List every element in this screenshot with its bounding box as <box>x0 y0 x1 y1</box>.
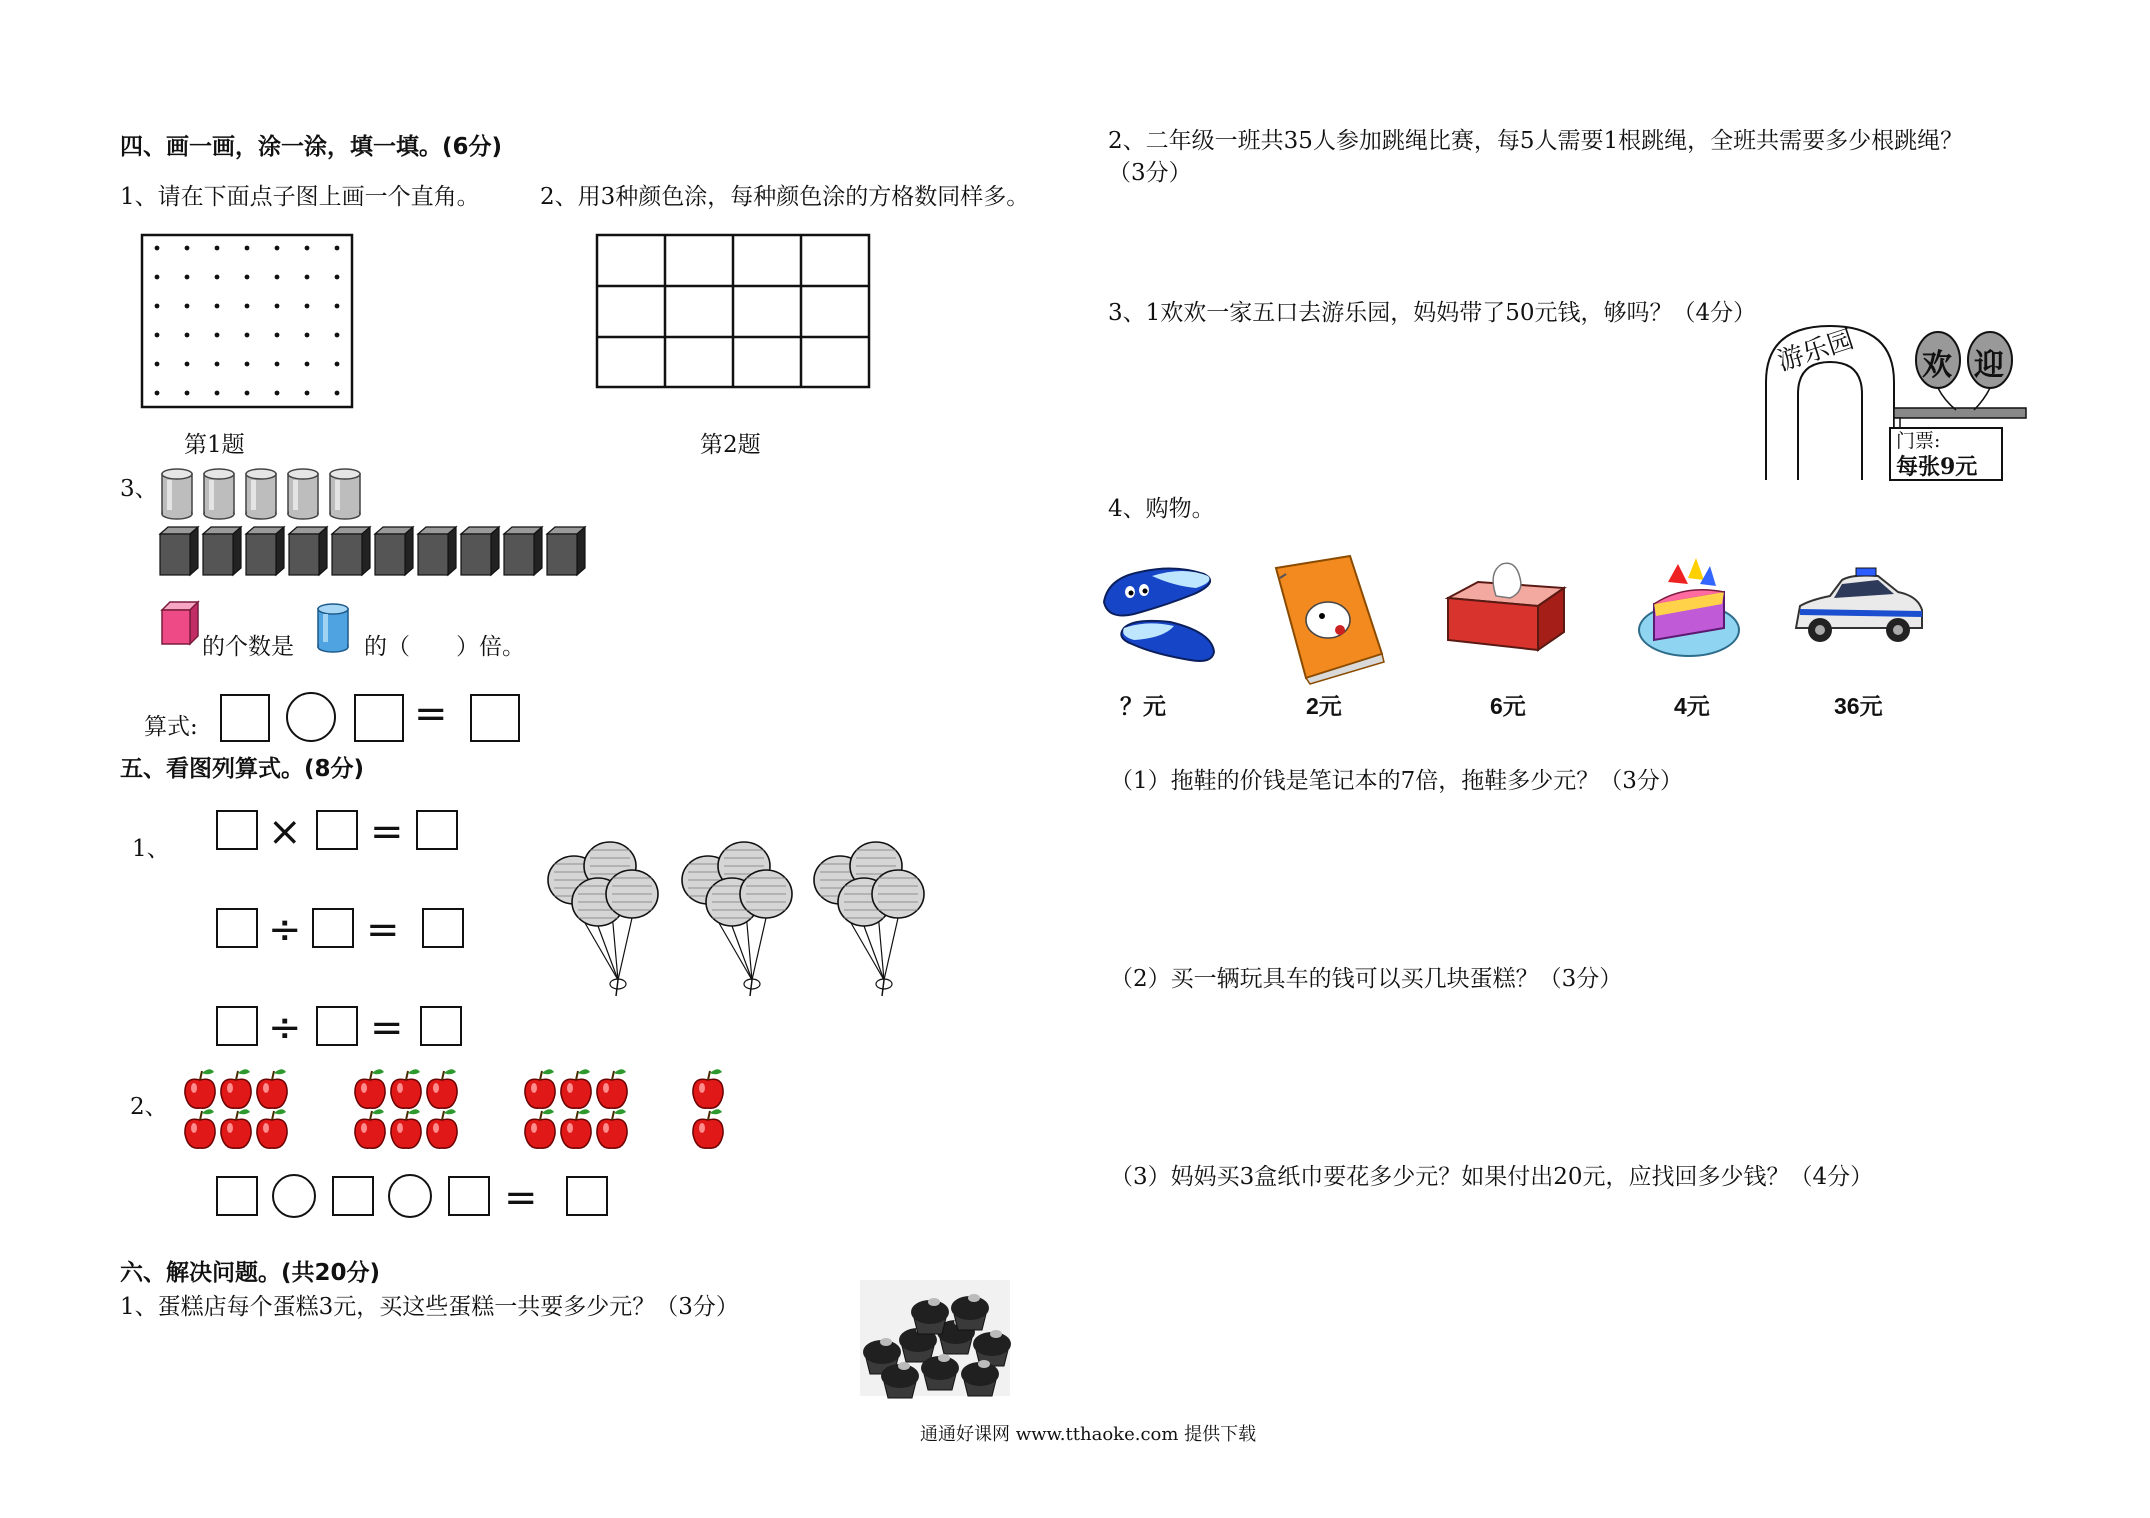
cubes-group <box>158 526 598 578</box>
caption-q1: 第1题 <box>184 432 245 458</box>
q4-sub2-text: （2）买一辆玩具车的钱可以买几块蛋糕？（3分） <box>1110 966 1623 992</box>
balloon-text-1: 欢 <box>1922 348 1952 383</box>
apple-icon <box>597 1069 627 1108</box>
grid-dot <box>245 246 250 251</box>
price-tissue: 6元 <box>1490 693 1526 719</box>
caption-q2: 第2题 <box>700 432 761 458</box>
balloon-bunch-icon <box>548 842 658 996</box>
ticket-price: 每张9元 <box>1896 454 1978 480</box>
grid-dot <box>245 391 250 396</box>
apple-icon <box>185 1109 215 1148</box>
grid-dot <box>185 333 190 338</box>
equals-sign: = <box>414 691 448 737</box>
apple-icon <box>561 1109 591 1148</box>
apple-icon <box>693 1109 723 1148</box>
apple-icon <box>597 1109 627 1148</box>
grid-dot <box>245 304 250 309</box>
pink-cube-icon <box>160 600 200 648</box>
q3-text-b: 的（ ）倍。 <box>364 634 525 660</box>
grid-dot <box>185 246 190 251</box>
dot-grid-frame <box>142 235 352 407</box>
apple-icon <box>355 1069 385 1108</box>
grid-dot <box>215 333 220 338</box>
answer-box[interactable] <box>422 908 464 948</box>
grid-dot <box>305 362 310 367</box>
toy-police-car-icon <box>1790 562 1926 654</box>
apple-icon <box>185 1069 215 1108</box>
s5-q1-number: 1、 <box>132 836 170 862</box>
apple-icon <box>257 1109 287 1148</box>
equals-sign: = <box>366 907 400 953</box>
grid-dot <box>335 304 340 309</box>
answer-box[interactable] <box>448 1176 490 1216</box>
formula-label: 算式: <box>144 714 198 740</box>
right-q2-score: （3分） <box>1108 160 1192 186</box>
answer-box[interactable] <box>316 1006 358 1046</box>
grid-dot <box>155 275 160 280</box>
price-slippers: ？元 <box>1120 693 1166 719</box>
balloon-text-2: 迎 <box>1974 348 2004 383</box>
gray-cube-icon <box>461 527 499 575</box>
operator-circle[interactable] <box>272 1174 316 1218</box>
grid-dot <box>185 275 190 280</box>
balloon-bunch-icon <box>682 842 792 996</box>
grid-dot <box>275 275 280 280</box>
grid-dot <box>155 391 160 396</box>
s6-q1-text: 1、蛋糕店每个蛋糕3元，买这些蛋糕一共要多少元？（3分） <box>120 1294 739 1320</box>
grid-dot <box>185 304 190 309</box>
park-sign-text: 游乐园 <box>1774 324 1858 378</box>
grid-dot <box>335 333 340 338</box>
grid-dot <box>305 246 310 251</box>
apple-icon <box>257 1069 287 1108</box>
ticket-label: 门票: <box>1896 430 1941 452</box>
grid-dot <box>275 362 280 367</box>
gray-cylinder-icon <box>288 469 318 519</box>
apple-icon <box>427 1109 457 1148</box>
grid-dot <box>335 362 340 367</box>
price-cake: 4元 <box>1674 693 1710 719</box>
gray-cube-icon <box>203 527 241 575</box>
grid-dot <box>305 304 310 309</box>
price-car: 36元 <box>1834 693 1883 719</box>
grid-dot <box>245 275 250 280</box>
grid-dot <box>215 304 220 309</box>
grid-dot <box>155 246 160 251</box>
answer-box[interactable] <box>332 1176 374 1216</box>
apple-icon <box>525 1109 555 1148</box>
s5-q2-number: 2、 <box>130 1094 168 1120</box>
gray-cube-icon <box>547 527 585 575</box>
footer-credit: 通通好课网 www.tthaoke.com 提供下载 <box>920 1424 1257 1445</box>
cupcakes-photo <box>860 1280 1010 1396</box>
balloon-bunches-image <box>540 840 950 1000</box>
answer-box[interactable] <box>216 1176 258 1216</box>
gray-cube-icon <box>332 527 370 575</box>
answer-box[interactable] <box>416 810 458 850</box>
right-q2-text: 2、二年级一班共35人参加跳绳比赛，每5人需要1根跳绳，全班共需要多少根跳绳？ <box>1108 128 1964 154</box>
answer-box[interactable] <box>216 1006 258 1046</box>
apple-icon <box>221 1109 251 1148</box>
q3-text-a: 的个数是 <box>202 634 294 660</box>
section-4-title: 四、画一画，涂一涂，填一填。(6分) <box>120 134 503 160</box>
dot-grid-figure[interactable] <box>141 234 353 408</box>
grid-dot <box>155 362 160 367</box>
grid-dot <box>275 391 280 396</box>
apple-icon <box>693 1069 723 1108</box>
grid-dot <box>215 362 220 367</box>
tissue-box-icon <box>1444 558 1568 658</box>
answer-box[interactable] <box>216 908 258 948</box>
right-q4-text: 4、购物。 <box>1108 496 1215 522</box>
right-q3-text: 3、1欢欢一家五口去游乐园，妈妈带了50元钱，够吗？（4分） <box>1108 300 1757 326</box>
gray-cylinder-icon <box>246 469 276 519</box>
gray-cylinder-icon <box>204 469 234 519</box>
answer-box[interactable] <box>566 1176 608 1216</box>
grid-dot <box>185 391 190 396</box>
apple-icon <box>355 1109 385 1148</box>
answer-box[interactable] <box>216 810 258 850</box>
answer-box[interactable] <box>420 1006 462 1046</box>
q1-text: 1、请在下面点子图上画一个直角。 <box>120 184 480 210</box>
apple-icon <box>525 1069 555 1108</box>
grid-dot <box>305 275 310 280</box>
answer-box[interactable] <box>354 694 404 742</box>
equals-sign: = <box>504 1175 538 1221</box>
gray-cube-icon <box>504 527 542 575</box>
apple-icon <box>427 1069 457 1108</box>
apple-icon <box>391 1069 421 1108</box>
divide-sign: ÷ <box>268 907 302 953</box>
notebook-icon <box>1270 554 1390 684</box>
gray-cylinder-icon <box>330 469 360 519</box>
apple-groups-image <box>178 1062 738 1162</box>
gray-cube-icon <box>246 527 284 575</box>
apple-icon <box>561 1069 591 1108</box>
grid-dot <box>275 333 280 338</box>
gray-cube-icon <box>289 527 327 575</box>
grid-dot <box>305 333 310 338</box>
q3-number: 3、 <box>120 476 158 502</box>
gray-cube-icon <box>160 527 198 575</box>
grid-dot <box>215 246 220 251</box>
grid-dot <box>335 391 340 396</box>
equals-sign: = <box>370 1005 404 1051</box>
section-6-title: 六、解决问题。(共20分) <box>120 1260 381 1286</box>
q4-sub1-text: （1）拖鞋的价钱是笔记本的7倍，拖鞋多少元？（3分） <box>1110 768 1683 794</box>
grid-dot <box>275 304 280 309</box>
answer-box[interactable] <box>316 810 358 850</box>
cylinders-group <box>160 466 370 522</box>
blue-cylinder-icon <box>316 602 350 654</box>
section-5-title: 五、看图列算式。(8分) <box>120 756 365 782</box>
gray-cube-icon <box>418 527 456 575</box>
grid-dot <box>215 275 220 280</box>
operator-circle[interactable] <box>286 692 336 742</box>
gray-cylinder-icon <box>162 469 192 519</box>
apple-icon <box>221 1069 251 1108</box>
equals-sign: = <box>370 809 404 855</box>
q2-text: 2、用3种颜色涂，每种颜色涂的方格数同样多。 <box>540 184 1030 210</box>
grid-dot <box>335 246 340 251</box>
slippers-icon <box>1094 556 1224 672</box>
grid-dot <box>155 304 160 309</box>
balloon-bunch-icon <box>814 842 924 996</box>
answer-box[interactable] <box>470 694 520 742</box>
q4-sub3-text: （3）妈妈买3盒纸巾要花多少元？如果付出20元，应找回多少钱？（4分） <box>1110 1164 1874 1190</box>
grid-dot <box>245 333 250 338</box>
answer-box[interactable] <box>220 694 270 742</box>
gray-cube-icon <box>375 527 413 575</box>
grid-dot <box>305 391 310 396</box>
grid-dot <box>185 362 190 367</box>
grid-dot <box>245 362 250 367</box>
grid-dot <box>335 275 340 280</box>
operator-circle[interactable] <box>388 1174 432 1218</box>
grid-dot <box>155 333 160 338</box>
price-notebook: 2元 <box>1306 693 1342 719</box>
grid-dot <box>275 246 280 251</box>
apple-icon <box>391 1109 421 1148</box>
grid-dot <box>215 391 220 396</box>
color-grid-figure[interactable] <box>596 234 870 388</box>
divide-sign: ÷ <box>268 1005 302 1051</box>
answer-box[interactable] <box>312 908 354 948</box>
cake-icon <box>1634 554 1744 664</box>
times-sign: × <box>268 809 302 855</box>
